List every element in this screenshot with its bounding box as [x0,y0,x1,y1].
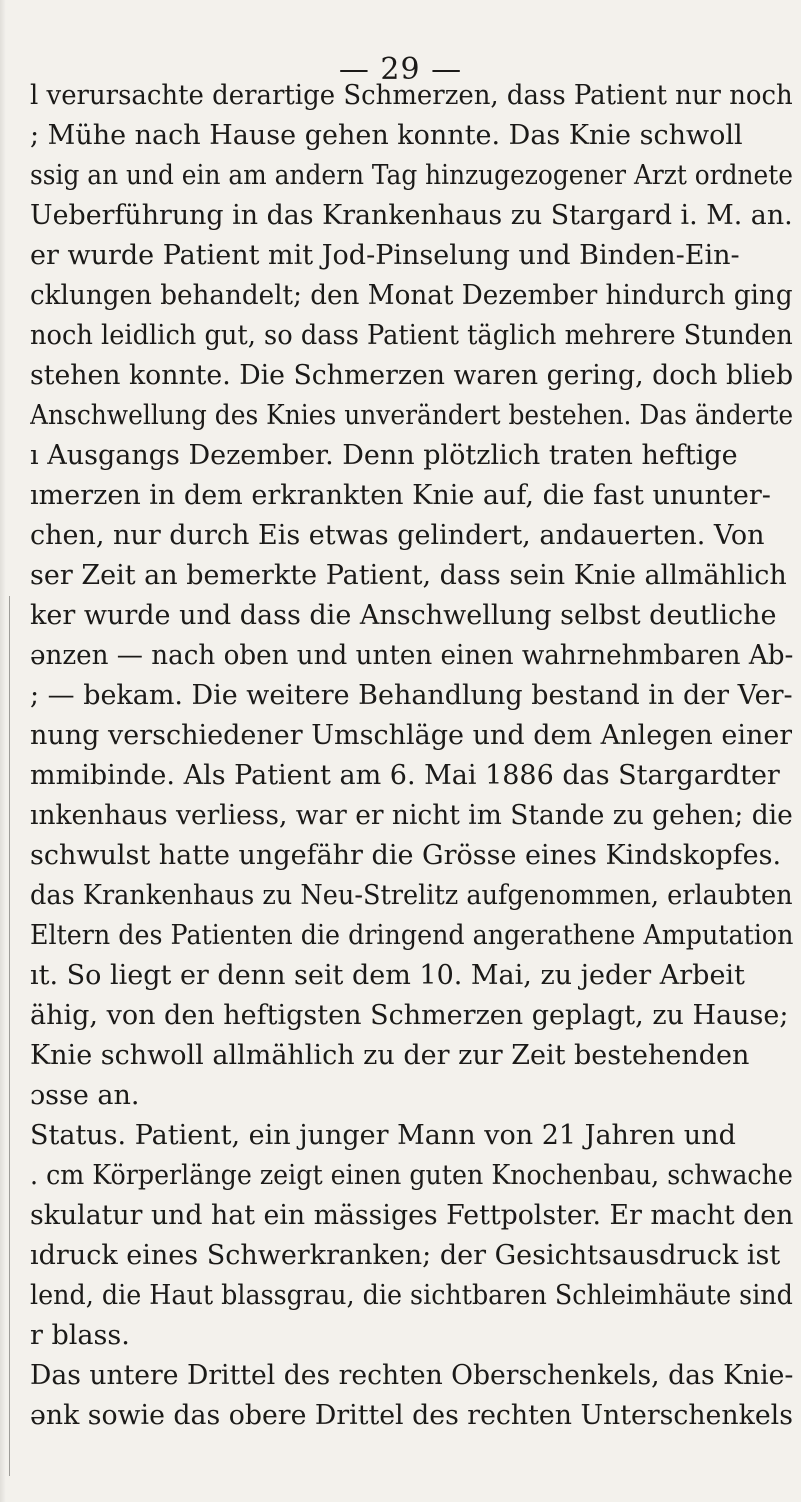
text-line: er wurde Patient mit Jod-Pinselung und Binden-Ein- [30,240,740,271]
text-line: Ueberführung in das Krankenhaus zu Stargard i. M. an. [30,200,793,231]
text-line: Status. Patient, ein junger Mann von 21 Jahren und [30,1120,736,1151]
text-line: ɔsse an. [30,1080,140,1111]
text-line: lend, die Haut blassgrau, die sichtbaren Schleimhäute sind [30,1280,793,1311]
text-line: skulatur und hat ein mässiges Fettpolster. Er macht den [30,1200,794,1231]
page-number: — 29 — [338,52,463,87]
text-line: ker wurde und dass die Anschwellung selbst deutliche [30,600,777,631]
text-line: ; — bekam. Die weitere Behandlung bestand in der Ver- [30,680,793,711]
binding-line [9,596,10,1476]
text-line: l verursachte derartige Schmerzen, dass Patient nur noch [30,80,793,111]
text-line: ıt. So liegt er denn seit dem 10. Mai, zu jeder Arbeit [30,960,745,991]
text-line: mmibinde. Als Patient am 6. Mai 1886 das Stargardter [30,760,780,791]
text-line: ; Mühe nach Hause gehen konnte. Das Knie schwoll [30,120,743,151]
text-line: ssig an und ein am andern Tag hinzugezogener Arzt ordnete [30,160,793,191]
text-line: Eltern des Patienten die dringend angerathene Amputation [30,920,794,951]
text-line: nung verschiedener Umschläge und dem Anlegen einer [30,720,793,751]
text-line: ımerzen in dem erkrankten Knie auf, die fast ununter- [30,480,771,511]
page-edge-shadow [0,0,6,1502]
text-line: Knie schwoll allmählich zu der zur Zeit bestehenden [30,1040,750,1071]
text-line: Das untere Drittel des rechten Oberschenkels, das Knie- [30,1360,794,1391]
text-line: ıdruck eines Schwerkranken; der Gesichtsausdruck ist [30,1240,781,1271]
text-line: ähig, von den heftigsten Schmerzen geplagt, zu Hause; [30,1000,789,1031]
text-line: ənzen — nach oben und unten einen wahrnehmbaren Ab- [30,640,794,671]
text-line: r blass. [30,1320,130,1351]
text-line: ser Zeit an bemerkte Patient, dass sein Knie allmählich [30,560,787,591]
text-line: ınkenhaus verliess, war er nicht im Stande zu gehen; die [30,800,793,831]
text-line: schwulst hatte ungefähr die Grösse eines Kindskopfes. [30,840,782,871]
text-line: Anschwellung des Knies unverändert bestehen. Das änderte [30,400,794,431]
text-line: noch leidlich gut, so dass Patient täglich mehrere Stunden [30,320,793,351]
text-line: chen, nur durch Eis etwas gelindert, andauerten. Von [30,520,765,551]
text-line: ı Ausgangs Dezember. Denn plötzlich traten heftige [30,440,738,471]
text-line: ənk sowie das obere Drittel des rechten Unterschenkels [30,1400,793,1431]
text-line: . cm Körperlänge zeigt einen guten Knochenbau, schwache [30,1160,793,1191]
text-line: cklungen behandelt; den Monat Dezember hindurch ging [30,280,793,311]
text-line: stehen konnte. Die Schmerzen waren gering, doch blieb [30,360,794,391]
text-line: das Krankenhaus zu Neu-Strelitz aufgenommen, erlaubten [30,880,793,911]
